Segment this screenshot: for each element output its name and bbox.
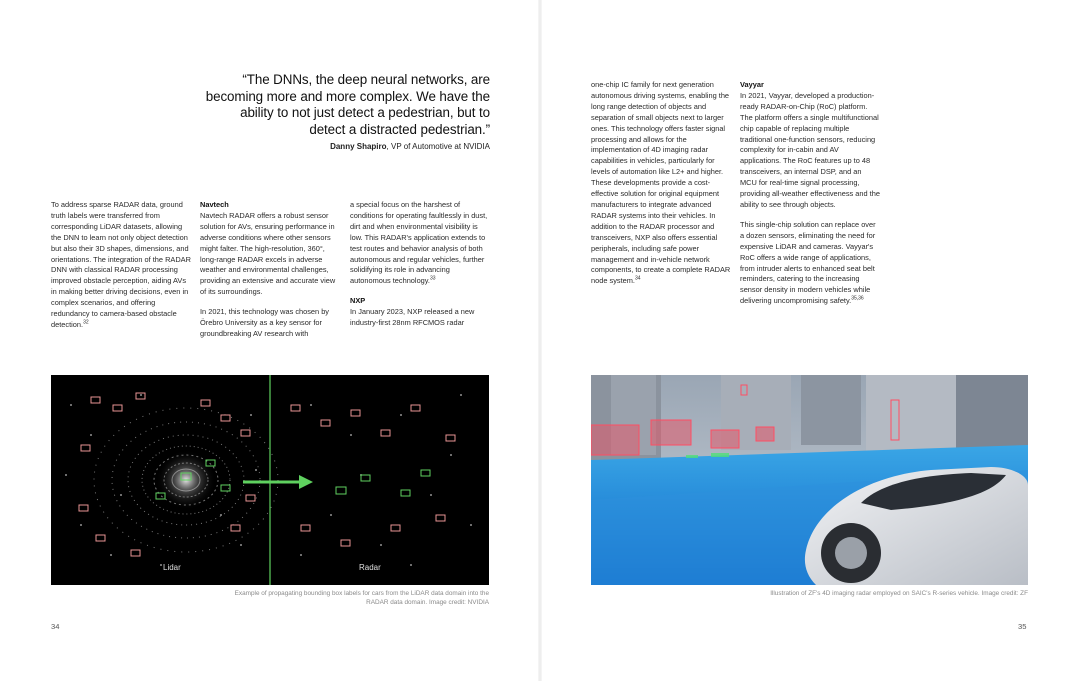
body-text: In 2021, this technology was chosen by Örebro University as a key sensor for groundbreaking AV research with [200,307,330,338]
lidar-radar-figure [51,375,489,585]
footnote-ref: 32 [83,319,89,326]
text-column-1 [51,200,191,340]
lidar-label: Lidar [163,563,181,572]
footnote-ref: 35,36 [851,295,864,302]
section-heading-navtech: Navtech [200,200,229,209]
attribution-role: , VP of Automotive at NVIDIA [386,142,490,151]
zf-radar-illustration [591,375,1028,585]
page-number: 35 [1018,622,1027,631]
body-text: This single-chip solution can replace over a dozen sensors, eliminating the need for expensive LiDAR and cameras. Vayyar's RoC offers a wide range of applications, from intruder alerts to enhanced seat belt reminders, catering to the increasing sensor density in modern vehicles while delivering uncompromising safety. [740,219,876,306]
point-cloud-illustration [51,375,489,585]
body-text: To address sparse RADAR data, ground truth labels were transferred from corresponding LiDAR datasets, allowing the DNN to learn not only object detection but also their 3D shapes, dimensions, and orientations. The integration of the RADAR DNN with classical RADAR processing improved obstacle perception, aiding AVs in making better driving decisions, even in complex scenarios, and offering redundancy to camera-based obstacle detection. [51,200,191,329]
street-scene-illustration [591,375,1028,585]
footnote-ref: 34 [634,275,641,282]
text-column-3 [350,200,488,338]
body-text: In 2021, Vayyar, developed a production-ready RADAR-on-Chip (RoC) platform. The platform offers a single multifunctional chip capable of replacing multiple traditional one-function sensors, reducing complexity for in-cabin and AV applications. The RoC features up to 48 transceivers, an internal DSP, and an MCU for real-time signal processing, providing all-weather effectiveness and the ability to see through objects. [740,90,880,209]
quote-attribution [205,142,490,151]
text-column-5 [740,80,880,316]
attribution-name: Danny Shapiro [330,142,387,151]
text-column-4 [591,80,731,296]
footnote-ref: 33 [429,275,436,282]
page-number: 34 [51,622,60,631]
body-text: one-chip IC family for next generation autonomous driving systems, enabling the long range detection of objects and separation of small objects next to larger ones. This technology offers faster signal processing and allows for the implementation of 4D imaging radar capabilities in vehicles, particularly for levels of automation like L2+ and higher. These developments provide a cost-effective solution for original equipment manufacturers to integrate advanced RADAR systems into their vehicles. In addition to the RADAR processor and transceivers, NXP also offers essential peripherals, including safe power management and in-vehicle network components, to create a complete RADAR node system. [591,80,731,286]
body-text: Navtech RADAR offers a robust sensor solution for AVs, ensuring performance in adverse conditions where other sensors might falter. The high-resolution, 360°, long-range RADAR excels in adverse weather and environmental challenges, providing an extensive and accurate view of its surroundings. [200,210,336,297]
radar-label: Radar [359,563,381,572]
right-page [540,0,1080,681]
section-heading-nxp: NXP [350,296,366,306]
body-text: In January 2023, NXP released a new industry-first 28nm RFCMOS radar [350,307,475,328]
text-column-2 [200,200,342,349]
pull-quote: “The DNNs, the deep neural networks, are becoming more and more complex. We have the ability to not just detect a pedestrian, but to detect a distracted pedestrian.” [205,72,490,137]
section-heading-vayyar: Vayyar [740,80,764,89]
body-text: a special focus on the harshest of conditions for operating faultlessly in dust, dirt and when environmental visibility is low. This RADAR's application extends to test routes and behavior analysis of both autonomous and regular vehicles, further solidifying its role in advancing autonomous technology. [350,200,488,286]
figure-caption: Example of propagating bounding box labels for cars from the LiDAR data domain into the RADAR data domain. Image credit: NVIDIA [234,590,489,606]
figure-caption: Illustration of ZF's 4D imaging radar employed on SAIC's R-series vehicle. Image credit: ZF [770,590,1028,597]
